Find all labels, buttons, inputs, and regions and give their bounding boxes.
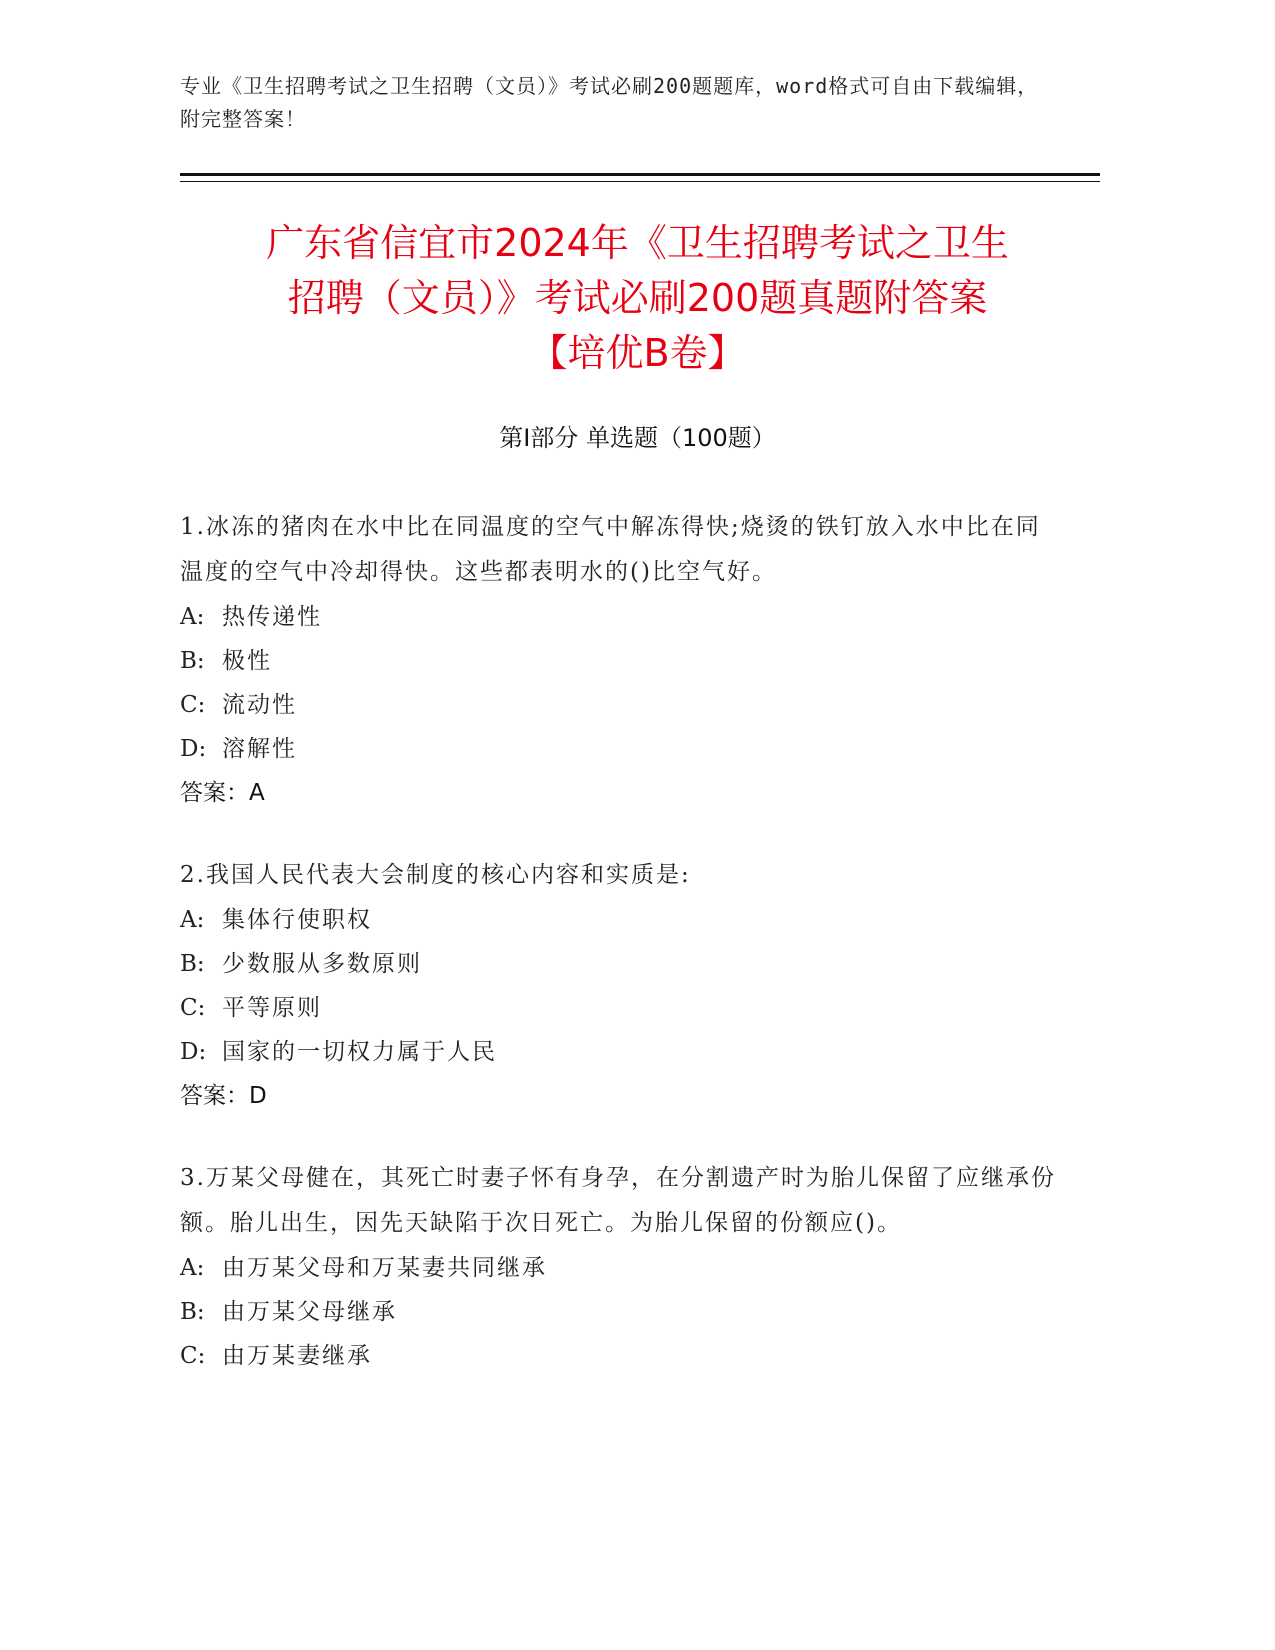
title-line: 【培优B卷】 — [529, 331, 746, 375]
option-a — [180, 898, 1060, 942]
option-text: 热传递性 — [222, 604, 322, 630]
option-text: 平等原则 — [222, 995, 322, 1021]
option-text: 溶解性 — [222, 736, 297, 762]
document-title — [160, 216, 1115, 381]
option-letter: C: — [180, 1343, 206, 1369]
option-c — [180, 683, 1060, 727]
question-list — [180, 505, 1060, 1416]
header-note: 专业《卫生招聘考试之卫生招聘（文员）》考试必刷200题题库，word格式可自由下载编辑，附完整答案！ — [180, 74, 1039, 131]
option-letter: A: — [180, 1255, 205, 1281]
option-text: 由万某妻继承 — [222, 1343, 372, 1369]
option-letter: A: — [180, 907, 205, 933]
option-letter: B: — [180, 951, 205, 977]
option-d — [180, 727, 1060, 771]
question-stem: 2.我国人民代表大会制度的核心内容和实质是: — [180, 862, 691, 888]
option-letter: B: — [180, 1299, 205, 1325]
option-letter: D: — [180, 1039, 207, 1065]
option-letter: C: — [180, 692, 206, 718]
question-stem: 3.万某父母健在，其死亡时妻子怀有身孕，在分割遗产时为胎儿保留了应继承份额。胎儿出生，因先天缺陷于次日死亡。为胎儿保留的份额应()。 — [180, 1165, 1056, 1236]
title-line: 招聘（文员）》考试必刷200题真题附答案 — [287, 276, 988, 320]
option-b — [180, 942, 1060, 986]
section-heading: 第Ⅰ部分 单选题（100题） — [499, 424, 776, 452]
option-text: 由万某父母和万某妻共同继承 — [222, 1255, 547, 1281]
option-text: 集体行使职权 — [222, 907, 372, 933]
option-text: 少数服从多数原则 — [222, 951, 422, 977]
option-b — [180, 639, 1060, 683]
option-letter: B: — [180, 648, 205, 674]
option-text: 国家的一切权力属于人民 — [222, 1039, 497, 1065]
question-stem: 1.冰冻的猪肉在水中比在同温度的空气中解冻得快;烧烫的铁钉放入水中比在同温度的空气中冷却得快。这些都表明水的()比空气好。 — [180, 514, 1041, 585]
header-rule-thin — [180, 181, 1100, 182]
option-letter: D: — [180, 736, 207, 762]
question-2 — [180, 853, 1060, 1118]
option-text: 极性 — [222, 648, 272, 674]
question-1 — [180, 505, 1060, 815]
option-b — [180, 1290, 1060, 1334]
option-c — [180, 1334, 1060, 1378]
option-d — [180, 1030, 1060, 1074]
option-text: 流动性 — [222, 692, 297, 718]
option-letter: A: — [180, 604, 205, 630]
header-rule-thick — [180, 173, 1100, 176]
option-c — [180, 986, 1060, 1030]
option-letter: C: — [180, 995, 206, 1021]
option-text: 由万某父母继承 — [222, 1299, 397, 1325]
option-a — [180, 1246, 1060, 1290]
option-a — [180, 595, 1060, 639]
title-line: 广东省信宜市2024年《卫生招聘考试之卫生 — [266, 221, 1009, 265]
answer-line: 答案：A — [180, 780, 265, 806]
answer-line: 答案：D — [180, 1083, 267, 1109]
question-3 — [180, 1156, 1060, 1378]
